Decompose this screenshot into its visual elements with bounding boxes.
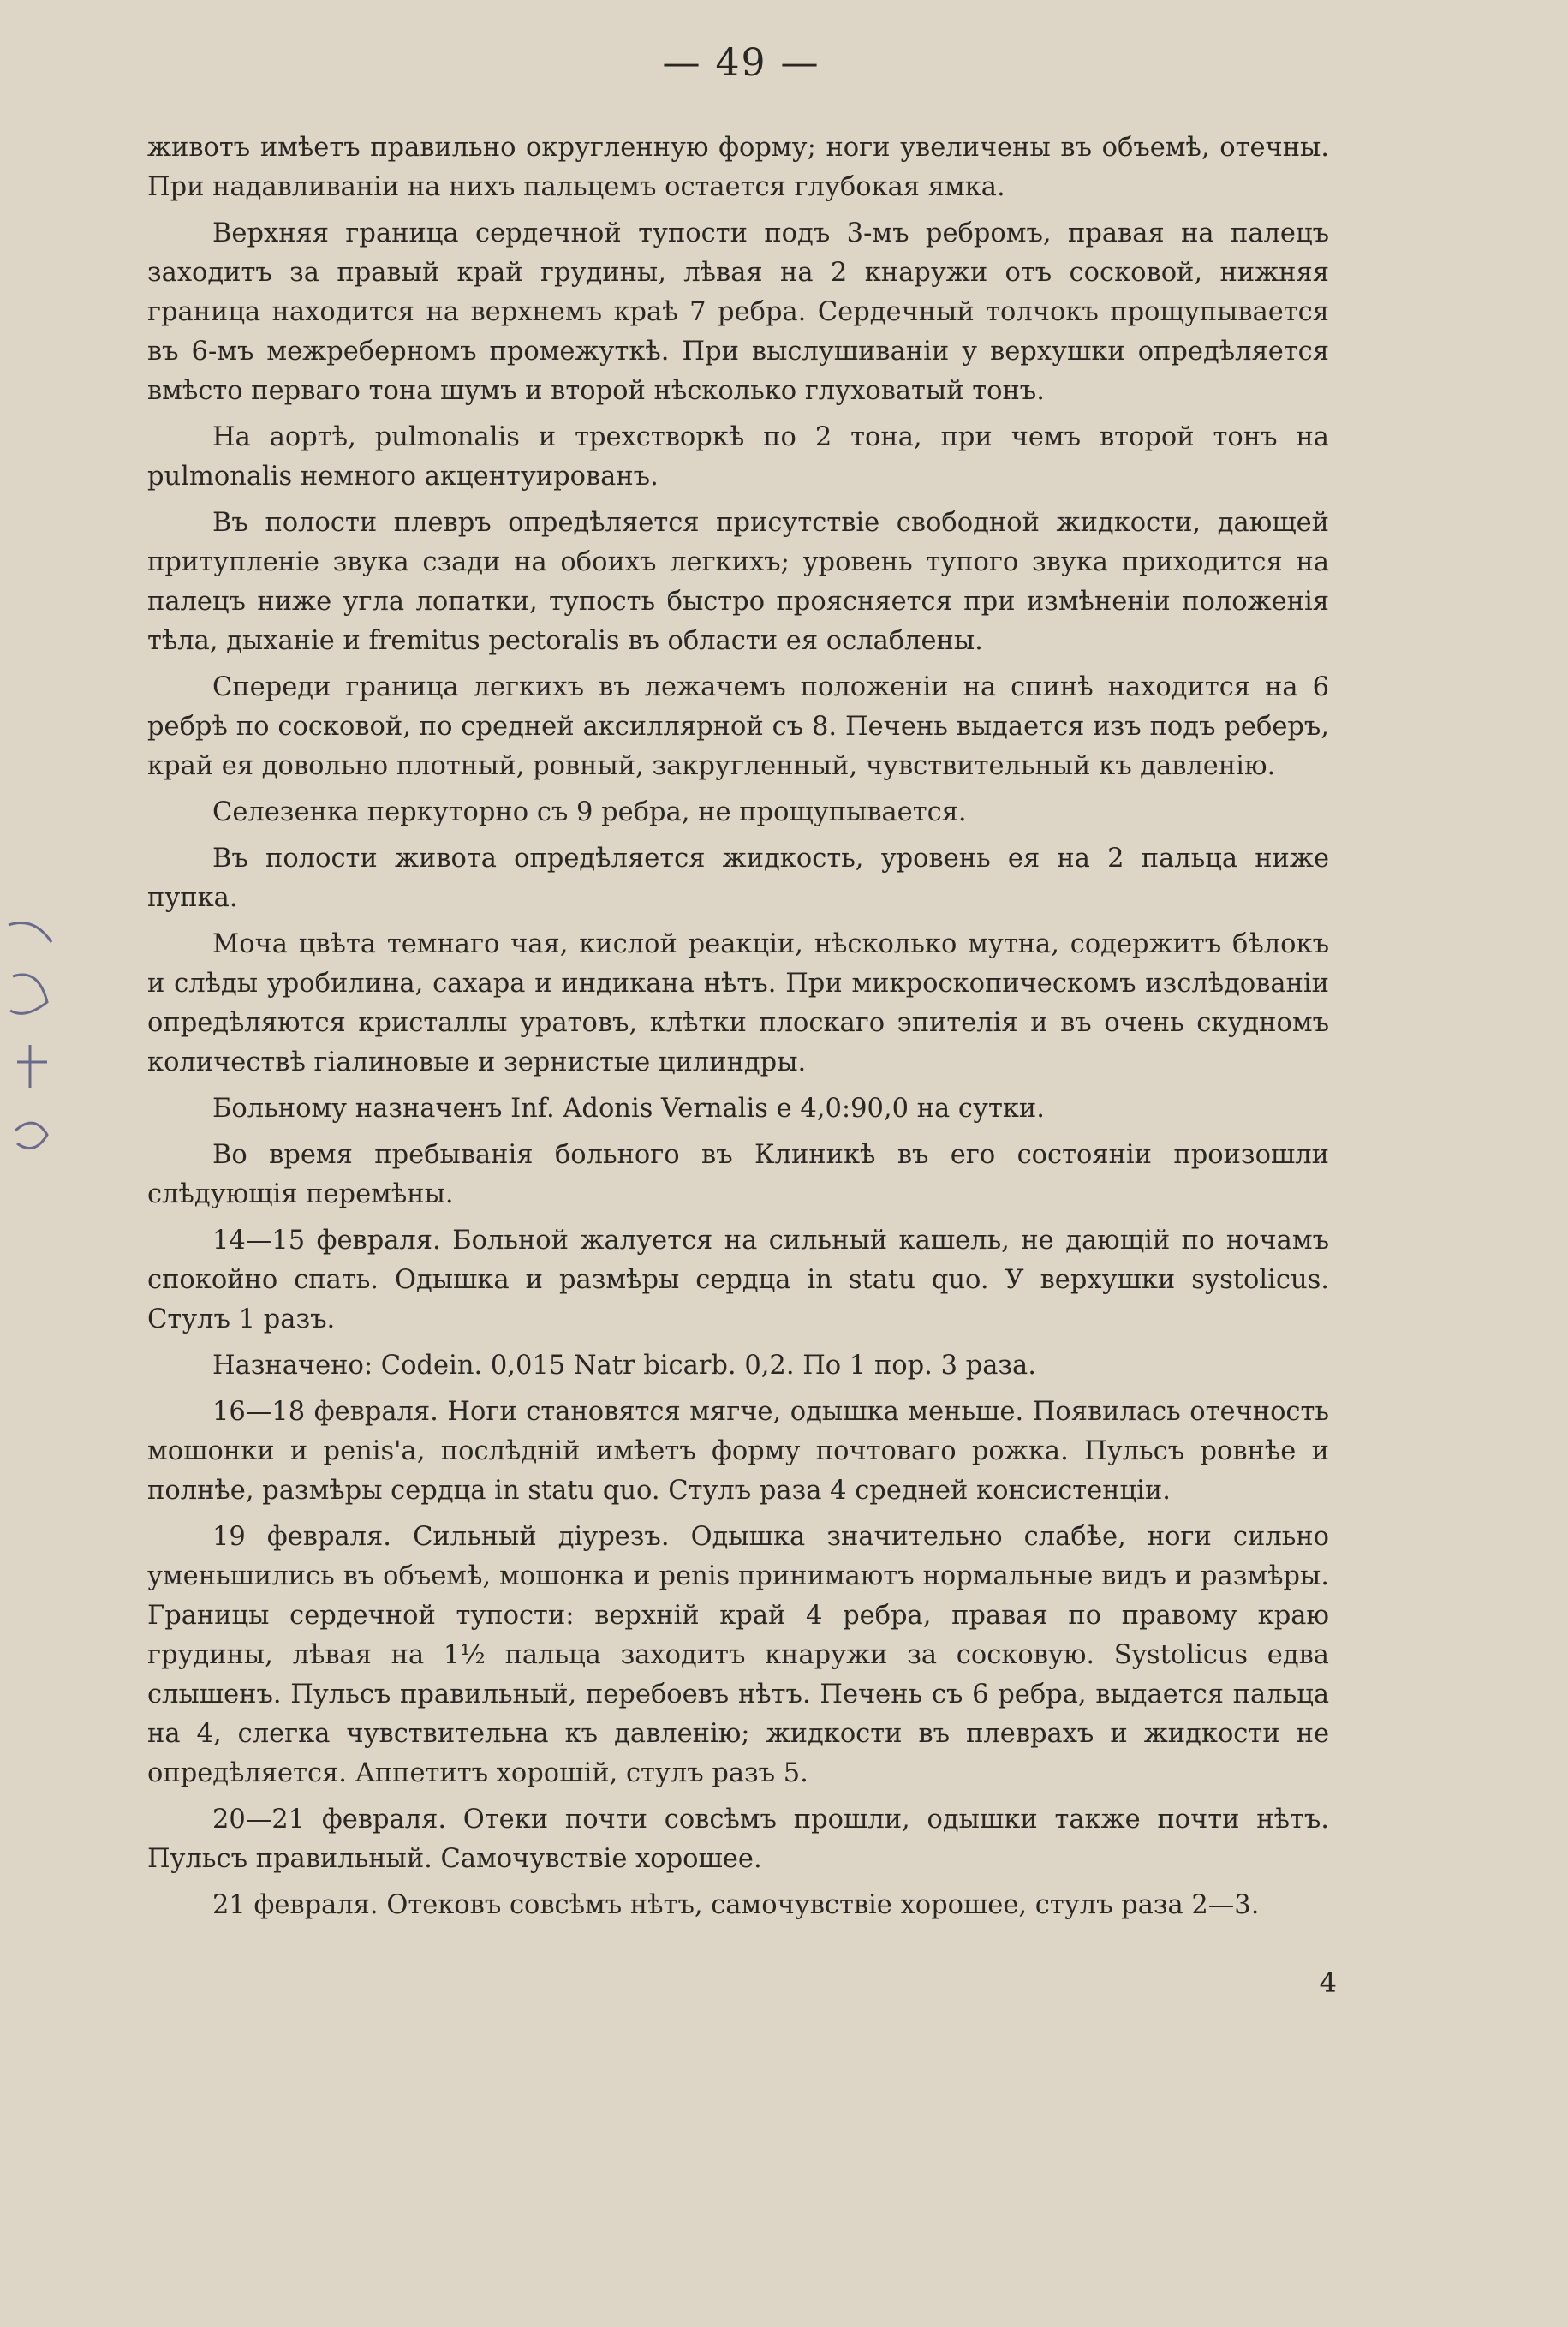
paragraph: Въ полости живота опредѣляется жидкость, уровень ея на 2 пальца ниже пупка. (147, 844, 1329, 913)
paragraph: 21 февраля. Отековъ совсѣмъ нѣтъ, самочувствіе хорошее, стулъ раза 2—3. (212, 1890, 1260, 1920)
paragraph: На аортѣ, pulmonalis и трехстворкѣ по 2 тона, при чемъ второй тонъ на pulmonalis немного акцентуированъ. (147, 422, 1329, 492)
page-number: — 49 — (662, 41, 820, 85)
paragraph: Въ полости плевръ опредѣляется присутствіе свободной жидкости, дающей притупленіе звука сзади на обоихъ легкихъ; уровень тупого звука приходится на палецъ ниже угла лопатки, тупость быстро проясняется при измѣненіи положенія тѣла, дыханіе и fremitus pectoralis въ области ея ослаблены. (147, 508, 1329, 656)
paragraph: 20—21 февраля. Отеки почти совсѣмъ прошли, одышки также почти нѣтъ. Пульсъ правильный. Самочувствіе хорошее. (147, 1805, 1329, 1874)
paragraph: 19 февраля. Сильный діурезъ. Одышка значительно слабѣе, ноги сильно уменьшились въ объемѣ, мошонка и penis принимаютъ нормальные видъ и размѣры. Границы сердечной тупости: верхній край 4 ребра, правая по правому краю грудины, лѣвая на 1½ пальца заходитъ кнаружи за сосковую. Systolicus едва слышенъ. Пульсъ правильный, перебоевъ нѣтъ. Печень съ 6 ребра, выдается пальца на 4, слегка чувствительна къ давленію; жидкости въ плеврахъ и жидкости не опредѣляется. Аппетитъ хорошій, стулъ разъ 5. (147, 1522, 1329, 1788)
paragraph: животъ имѣетъ правильно округленную форму; ноги увеличены въ объемѣ, отечны. При надавливаніи на нихъ пальцемъ остается глубокая ямка. (147, 133, 1329, 202)
margin-handwriting (0, 899, 69, 1190)
paragraph: 16—18 февраля. Ноги становятся мягче, одышка меньше. Появилась отечность мошонки и penis'a, послѣдній имѣетъ форму почтоваго рожка. Пульсъ ровнѣе и полнѣе, размѣры сердца in statu quo. Стулъ раза 4 средней консистенціи. (147, 1397, 1329, 1506)
paragraph: Верхняя граница сердечной тупости подъ 3-мъ ребромъ, правая на палецъ заходитъ за правый край грудины, лѣвая на 2 кнаружи отъ сосковой, нижняя граница находится на верхнемъ краѣ 7 ребра. Сердечный толчокъ прощупывается въ 6-мъ межреберномъ промежуткѣ. При выслушиваніи у верхушки опредѣляется вмѣсто перваго тона шумъ и второй нѣсколько глуховатый тонъ. (147, 218, 1329, 406)
paragraph: Селезенка перкуторно съ 9 ребра, не прощупывается. (212, 797, 967, 827)
paragraph: Моча цвѣта темнаго чая, кислой реакціи, нѣсколько мутна, содержитъ бѣлокъ и слѣды уробилина, сахара и индикана нѣтъ. При микроскопическомъ изслѣдованіи опредѣляются кристаллы уратовъ, клѣтки плоскаго эпителія и въ очень скудномъ количествѣ гіалиновые и зернистые цилиндры. (147, 929, 1329, 1077)
paragraph: Назначено: Codein. 0,015 Natr bicarb. 0,2. По 1 пор. 3 раза. (212, 1351, 1036, 1381)
body-text (147, 128, 1329, 1932)
paragraph: Спереди граница легкихъ въ лежачемъ положеніи на спинѣ находится на 6 ребрѣ по сосковой, по средней аксиллярной съ 8. Печень выдается изъ подъ реберъ, край ея довольно плотный, ровный, закругленный, чувствительный къ давленію. (147, 672, 1329, 781)
handwritten-margin-notes (0, 899, 69, 1190)
paragraph: Больному назначенъ Inf. Adonis Vernalis e 4,0:90,0 на сутки. (212, 1094, 1045, 1124)
signature-number: 4 (1319, 1966, 1337, 1999)
paragraph: Во время пребыванія больного въ Клиникѣ въ его состояніи произошли слѣдующія перемѣны. (147, 1140, 1329, 1209)
paragraph: 14—15 февраля. Больной жалуется на сильный кашель, не дающій по ночамъ спокойно спать. Одышка и размѣры сердца in statu quo. У верхушки systolicus. Стулъ 1 разъ. (147, 1226, 1329, 1334)
